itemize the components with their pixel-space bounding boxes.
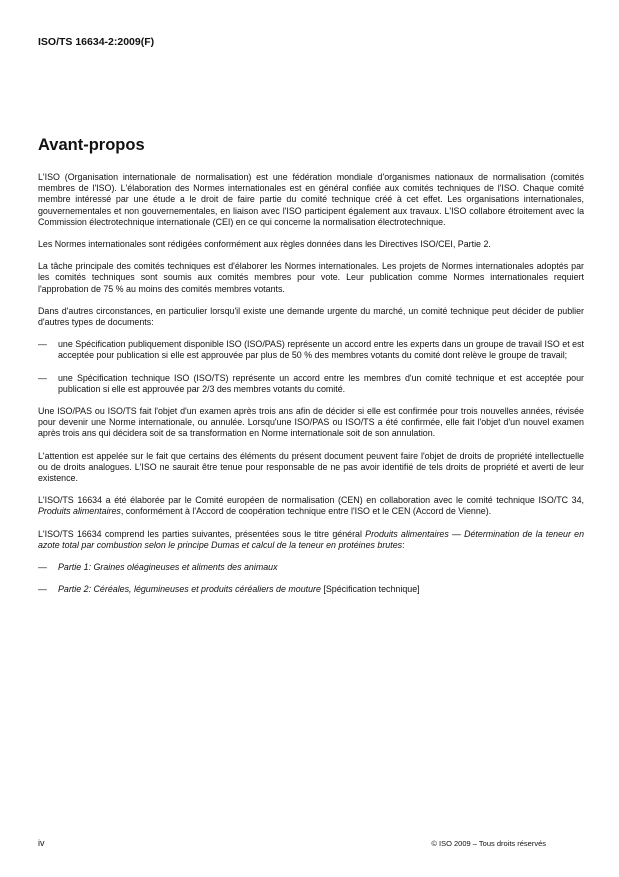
text-run: , conformément à l'Accord de coopération technique entre l'ISO et le CEN (Accord de Vienne).	[120, 506, 492, 517]
list-item-part-2	[38, 584, 584, 595]
copyright-notice: © ISO 2009 – Tous droits réservés	[431, 839, 546, 848]
list-item-text	[58, 562, 584, 573]
foreword-body	[38, 172, 584, 606]
list-item-text: une Spécification technique ISO (ISO/TS) représente un accord entre les membres d'un comité technique et est acceptée pour publication si elle est approuvée par 2/3 des membres votants du comité.	[58, 372, 584, 394]
em-dash-bullet: —	[38, 584, 47, 595]
em-dash-bullet: —	[38, 372, 47, 383]
document-id-header: ISO/TS 16634-2:2009(F)	[38, 36, 155, 48]
em-dash-bullet: —	[38, 339, 47, 350]
page-number: iv	[38, 838, 45, 848]
text-run: :	[402, 539, 405, 550]
italic-title: Partie 2: Céréales, légumineuses et produits céréaliers de mouture	[58, 584, 321, 595]
text-run: L'ISO/TS 16634 comprend les parties suivantes, présentées sous le titre général	[38, 528, 366, 539]
list-item-iso-pas	[38, 339, 584, 361]
em-dash-bullet: —	[38, 562, 47, 573]
paragraph-parts-intro	[38, 529, 584, 551]
text-run: L'ISO/TS 16634 a été élaborée par le Comité européen de normalisation (CEN) en collaboration avec le comité technique ISO/TC 34,	[38, 495, 584, 506]
list-item-text: une Spécification publiquement disponible ISO (ISO/PAS) représente un accord entre les experts dans un groupe de travail ISO et est acceptée pour publication si elle est approuvée par plus de 50 % des membres votants du comité dont relève le groupe de travail;	[58, 339, 584, 361]
italic-title: Produits alimentaires	[38, 506, 121, 517]
paragraph-patent-notice: L'attention est appelée sur le fait que certains des éléments du présent document peuvent faire l'objet de droits de propriété intellectuelle ou de droits analogues. L'ISO ne saurait être tenue pour responsable de ne pas avoir identifié de tels droits de propriété et averti de leur existence.	[38, 450, 584, 484]
paragraph-review: Une ISO/PAS ou ISO/TS fait l'objet d'un examen après trois ans afin de décider si elle est confirmée pour trois nouvelles années, révisée pour devenir une Norme internationale, ou annulée. Lorsqu'une ISO/PAS ou ISO/TS a été confirmée, elle fait l'objet d'un nouvel examen après trois ans qui décidera soit de sa transformation en Norme internationale soit de son annulation.	[38, 406, 584, 439]
text-run: [Spécification technique]	[320, 584, 420, 595]
paragraph-cen-collaboration	[38, 495, 584, 517]
list-item-iso-ts	[38, 373, 584, 395]
paragraph-other-docs: Dans d'autres circonstances, en particulier lorsqu'il existe une demande urgente du marché, un comité technique peut décider de publier d'autres types de documents:	[38, 305, 584, 328]
paragraph-iso-intro: L'ISO (Organisation internationale de normalisation) est une fédération mondiale d'organismes nationaux de normalisation (comités membres de l'ISO). L'élaboration des Normes internationales est en général confiée aux comités techniques de l'ISO. Chaque comité membre intéressé par une étude a le droit de faire partie du comité technique créé à cet effet. Les organisations internationales, gouvernementales et non gouvernementales, en liaison avec l'ISO participent également aux travaux. L'ISO collabore étroitement avec la Commission électrotechnique internationale (CEI) en ce qui concerne la normalisation électrotechnique.	[38, 172, 584, 227]
list-item-part-1	[38, 562, 584, 573]
paragraph-tc-task: La tâche principale des comités techniques est d'élaborer les Normes internationales. Les projets de Normes internationales adoptés par les comités techniques sont soumis aux comités membres pour vote. Leur publication comme Normes internationales requiert l'approbation de 75 % au moins des comités membres votants.	[38, 261, 584, 294]
italic-title: Partie 1: Graines oléagineuses et aliments des animaux	[58, 562, 278, 573]
list-item-text	[58, 584, 584, 595]
section-title: Avant-propos	[38, 136, 145, 154]
paragraph-directives: Les Normes internationales sont rédigées conformément aux règles données dans les Directives ISO/CEI, Partie 2.	[38, 239, 491, 250]
italic-title: Produits alimentaires — Détermination de la teneur en azote total par combustion selon le principe Dumas et calcul de la teneur en protéines brutes	[38, 528, 585, 550]
